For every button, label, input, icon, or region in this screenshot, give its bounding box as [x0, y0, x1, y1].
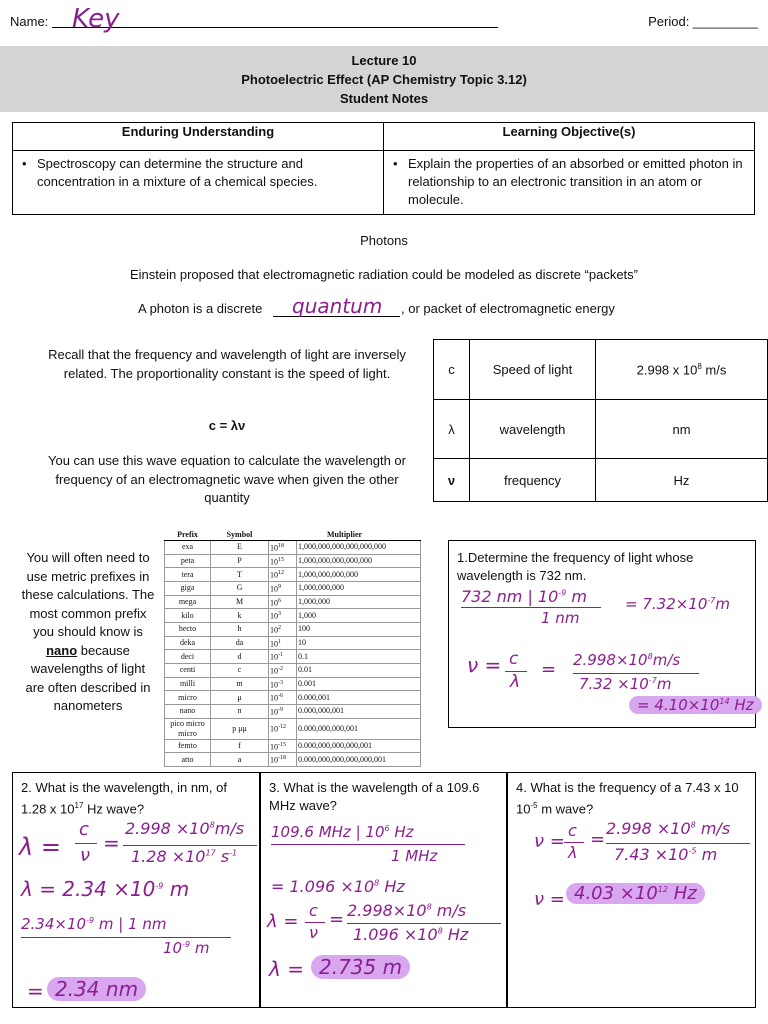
lecture-title: Lecture 10	[351, 53, 417, 68]
prefix-name: hecto	[165, 622, 211, 636]
prefix-multiplier: 1,000	[297, 609, 421, 623]
prefix-name: atto	[165, 753, 211, 767]
p1-conversion-den: 1 nm	[541, 609, 580, 627]
topic-title: Photoelectric Effect (AP Chemistry Topic 3.12)	[241, 72, 527, 87]
prefix-name: deka	[165, 636, 211, 650]
p3-conversion: 109.6 MHz | $10^6$ Hz	[271, 823, 414, 841]
problem-3-question: 3. What is the wavelength of a 109.6 MHz wave?	[269, 780, 480, 813]
prefix-row	[165, 636, 421, 650]
prefix-name: mega	[165, 595, 211, 609]
const-symbol: c	[434, 340, 470, 400]
prefix-symbol: a	[211, 753, 269, 767]
symbol-col-header: Symbol	[211, 529, 269, 541]
prefix-symbol: h	[211, 622, 269, 636]
p2-conv-numerator: $2.34\times 10^{-9}$ m | 1 nm	[21, 915, 167, 933]
prefix-power: $10^{-2}$	[269, 663, 297, 677]
nano-emphasis: nano	[46, 642, 78, 658]
prefix-multiplier: 10	[297, 636, 421, 650]
p2-lambda-lhs: λ =	[19, 833, 61, 861]
prefix-name: milli	[165, 677, 211, 691]
period-field: Period: _________	[648, 14, 758, 29]
prefix-multiplier: 0.001	[297, 677, 421, 691]
prefix-symbol: μ	[211, 691, 269, 705]
prefix-multiplier: 1,000,000,000,000,000,000	[297, 541, 421, 555]
eu-cell	[13, 151, 384, 215]
wave-equation: c = λν	[208, 418, 246, 433]
p2-conv-denominator: $10^{-9}$ m	[163, 939, 210, 957]
prefix-symbol: T	[211, 568, 269, 582]
constants-row	[434, 340, 768, 400]
p3-numerator: $2.998\times 10^8$ m/s	[347, 901, 467, 920]
prefix-row	[165, 609, 421, 623]
p2-answer: 2.34 nm	[47, 977, 146, 1001]
const-name: Speed of light	[470, 340, 596, 400]
prefix-multiplier: 0.000,000,001	[297, 704, 421, 718]
constants-row	[434, 400, 768, 459]
prefix-row	[165, 739, 421, 753]
p1-numerator: $2.998\times 10^8m/s$	[573, 651, 681, 669]
p3-frequency-result: = $1.096 \times 10^8$ Hz	[271, 877, 405, 896]
p4-denominator: $7.43 \times 10^{-5}$ m	[614, 845, 718, 864]
p2-c: c	[79, 819, 89, 840]
lo-cell	[384, 151, 755, 215]
prefix-power: $10^2$	[269, 622, 297, 636]
p2-c-bar	[75, 843, 97, 844]
prefix-power: $10^6$	[269, 595, 297, 609]
prefix-row	[165, 595, 421, 609]
problem-3-box	[260, 772, 507, 1008]
prefix-multiplier: 1,000,000	[297, 595, 421, 609]
p1-lambda: λ	[510, 672, 521, 692]
p1-denominator: $7.32 \times 10^{-7}m$	[579, 675, 672, 693]
constants-row	[434, 459, 768, 502]
p2-conv-bar	[21, 937, 231, 938]
prefix-name: exa	[165, 541, 211, 555]
name-label: Name:	[10, 14, 49, 29]
p2-denominator: $1.28 \times 10^{17}$ $s^{-1}$	[131, 847, 238, 866]
photon-prefix-text: A photon is a discrete	[138, 301, 263, 316]
prefix-symbol: f	[211, 739, 269, 753]
bullet-icon: •	[22, 156, 27, 171]
notes-title: Student Notes	[339, 91, 429, 106]
problem-2-question: 2. What is the wavelength, in nm, of 1.28 x $10^{17}$ Hz wave?	[21, 780, 227, 817]
p2-nu: ν	[80, 845, 91, 866]
const-value: nm	[596, 400, 768, 459]
prefix-row	[165, 677, 421, 691]
recall-text: Recall that the frequency and wavelength of light are inversely related. The proportionality constant is the speed of light.	[48, 347, 406, 381]
p1-eq: =	[541, 659, 557, 680]
prefix-row	[165, 663, 421, 677]
problem-4-box	[507, 772, 756, 1008]
prefix-name: deci	[165, 650, 211, 664]
prefix-symbol: k	[211, 609, 269, 623]
p3-lambda-lhs: λ =	[267, 911, 299, 932]
prefix-name: micro	[165, 691, 211, 705]
prefix-row	[165, 691, 421, 705]
p2-main-bar	[123, 845, 257, 846]
prefix-multiplier: 1,000,000,000,000	[297, 568, 421, 582]
problem-1-box	[448, 540, 756, 728]
p3-conv-bar	[271, 844, 465, 845]
const-symbol: ν	[434, 459, 470, 502]
prefix-name: femto	[165, 739, 211, 753]
prefix-symbol: M	[211, 595, 269, 609]
prefix-row	[165, 718, 421, 739]
const-name: wavelength	[470, 400, 596, 459]
prefix-row	[165, 581, 421, 595]
p1-fraction-bar	[461, 607, 601, 608]
prefix-name: giga	[165, 581, 211, 595]
p3-c: c	[309, 901, 318, 920]
prefix-power: $10^3$	[269, 609, 297, 623]
prefix-power: $10^{-15}$	[269, 739, 297, 753]
p4-nu-lhs: ν =	[534, 831, 565, 852]
prefix-row	[165, 568, 421, 582]
p3-denominator: $1.096 \times 10^8$ Hz	[353, 925, 469, 944]
eu-header: Enduring Understanding	[13, 123, 384, 151]
prefix-symbol: E	[211, 541, 269, 555]
prefix-row	[165, 622, 421, 636]
problem-2-box	[12, 772, 260, 1008]
const-name: frequency	[470, 459, 596, 502]
p4-c: c	[568, 821, 577, 840]
prefix-symbol: n	[211, 704, 269, 718]
prefix-row	[165, 753, 421, 767]
prefix-power: $10^{-6}$	[269, 691, 297, 705]
prefix-row	[165, 541, 421, 555]
p2-numerator: $2.998 \times 10^8m/s$	[125, 819, 245, 838]
p3-answer-lhs: λ =	[269, 957, 304, 981]
p1-c: c	[509, 649, 519, 669]
p3-nu: ν	[309, 923, 318, 942]
p4-answer: $4.03 \times 10^{12}$ Hz	[566, 883, 705, 904]
constants-table	[433, 339, 768, 502]
prefix-multiplier: 0.1	[297, 650, 421, 664]
prefix-power: $10^9$	[269, 581, 297, 595]
problem-4-question: 4. What is the frequency of a 7.43 x 10 $10^{-5}$ m wave?	[516, 780, 739, 817]
prefix-name: tera	[165, 568, 211, 582]
prefix-power: $10^{-3}$	[269, 677, 297, 691]
const-value: Hz	[596, 459, 768, 502]
const-symbol: λ	[434, 400, 470, 459]
eu-text: Spectroscopy can determine the structure and concentration in a mixture of a chemical species.	[37, 156, 318, 189]
prefix-symbol: G	[211, 581, 269, 595]
p3-eq: =	[329, 909, 345, 930]
prefix-multiplier: 100	[297, 622, 421, 636]
prefix-symbol: da	[211, 636, 269, 650]
prefix-symbol: m	[211, 677, 269, 691]
lo-header: Learning Objective(s)	[384, 123, 755, 151]
prefix-row	[165, 704, 421, 718]
prefix-power: $10^{-18}$	[269, 753, 297, 767]
p4-numerator: $2.998 \times 10^8$ m/s	[606, 819, 731, 838]
photons-heading: Photons	[360, 233, 408, 248]
p4-main-bar	[606, 843, 750, 844]
metric-prefix-table	[164, 529, 421, 767]
einstein-text: Einstein proposed that electromagnetic radiation could be modeled as discrete “packets”	[129, 267, 638, 282]
title-band	[0, 46, 768, 112]
p4-lambda: λ	[568, 843, 578, 862]
prefix-multiplier: 0.01	[297, 663, 421, 677]
const-value: 2.998 x $10^8$ m/s	[596, 340, 768, 400]
prefix-name: peta	[165, 554, 211, 568]
prefix-symbol: c	[211, 663, 269, 677]
prefix-row	[165, 650, 421, 664]
prefix-symbol: d	[211, 650, 269, 664]
metric-prefix-text: You will often need to use metric prefixes in these calculations. The most common prefix you should know is nano because wavelengths of light are often described in nanometers	[21, 550, 155, 713]
p1-nu-lhs: ν =	[467, 653, 502, 677]
prefix-multiplier: 1,000,000,000,000,000	[297, 554, 421, 568]
photon-answer: quantum	[292, 294, 383, 318]
p4-eq: =	[590, 829, 606, 850]
prefix-multiplier: 0.000,000,000,001	[297, 718, 421, 739]
p4-answer-lhs: ν =	[534, 889, 565, 910]
p1-answer: = $4.10\times 10^{14}$ Hz	[629, 696, 762, 714]
p3-conv-den: 1 MHz	[391, 847, 438, 865]
p2-eq: =	[103, 831, 120, 855]
p1-conversion: 732 nm | $10^{-9}$ m	[461, 587, 587, 606]
prefix-row	[165, 554, 421, 568]
prefix-power: $10^{-9}$	[269, 704, 297, 718]
p3-main-bar	[347, 923, 501, 924]
problem-1-question: 1.Determine the frequency of light whose wavelength is 732 nm.	[457, 550, 694, 583]
prefix-col-header: Prefix	[165, 529, 211, 541]
eu-lo-table	[12, 122, 755, 215]
p3-answer: 2.735 m	[311, 955, 410, 979]
prefix-name: kilo	[165, 609, 211, 623]
p1-main-bar	[573, 673, 699, 674]
prefix-multiplier: 0.000,001	[297, 691, 421, 705]
name-handwritten: Key	[72, 4, 120, 34]
p1-conversion-result: = $7.32\times 10^{-7}m$	[625, 595, 730, 613]
prefix-power: $10^{15}$	[269, 554, 297, 568]
prefix-multiplier: 1,000,000,000	[297, 581, 421, 595]
prefix-name: nano	[165, 704, 211, 718]
use-equation-text: You can use this wave equation to calculate the wavelength or frequency of an electromagnetic wave when given the other quantity	[48, 453, 406, 505]
multiplier-col-header: Multiplier	[269, 529, 421, 541]
photon-suffix-text: , or packet of electromagnetic energy	[401, 301, 615, 316]
prefix-power: $10^{18}$	[269, 541, 297, 555]
prefix-symbol: P	[211, 554, 269, 568]
prefix-power: $10^1$	[269, 636, 297, 650]
p2-wavelength-result: $\lambda = 2.34 \times 10^{-9}$ m	[21, 877, 190, 901]
prefix-power: $10^{-12}$	[269, 718, 297, 739]
header-row	[10, 4, 758, 34]
lo-text: Explain the properties of an absorbed or emitted photon in relationship to an electronic transition in an atom or molecule.	[408, 156, 743, 207]
prefix-power: $10^{12}$	[269, 568, 297, 582]
prefix-multiplier: 0.000,000,000,000,001	[297, 739, 421, 753]
prefix-power: $10^{-1}$	[269, 650, 297, 664]
bullet-icon: •	[393, 156, 398, 171]
prefix-multiplier: 0.000,000,000,000,000,001	[297, 753, 421, 767]
prefix-name: pico micro micro	[165, 718, 211, 739]
prefix-symbol: p μμ	[211, 718, 269, 739]
prefix-name: centi	[165, 663, 211, 677]
p2-answer-eq: =	[27, 979, 44, 1003]
